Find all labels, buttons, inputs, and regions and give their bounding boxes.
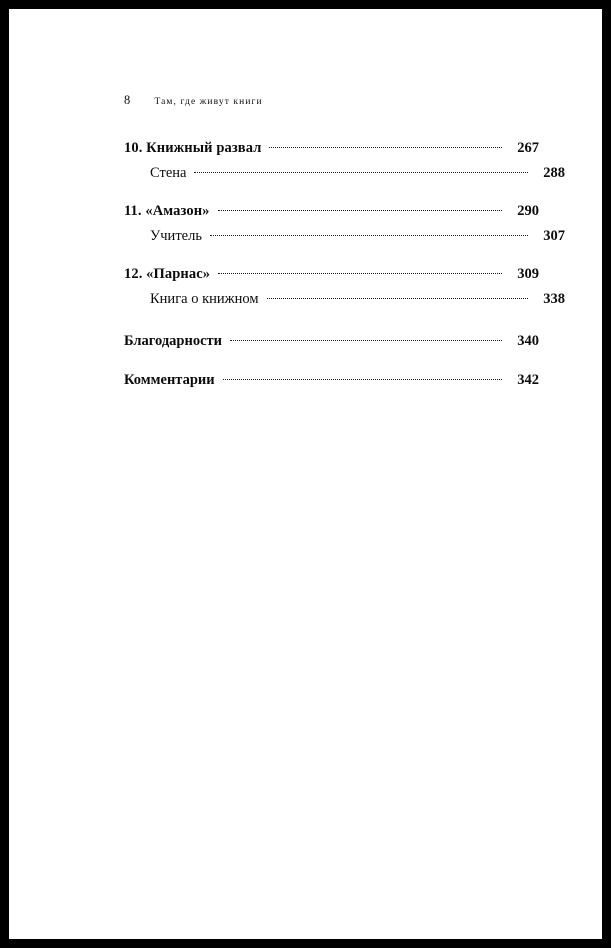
toc-entry-page: 309 — [517, 265, 539, 282]
toc-entry — [124, 330, 539, 350]
page-number: 8 — [124, 93, 131, 107]
toc-leader-dots — [210, 226, 528, 241]
toc-entry — [124, 200, 539, 220]
toc-entry-page: 342 — [517, 372, 539, 388]
toc-entry-label: 10. Книжный развал — [124, 139, 262, 156]
toc-entry — [124, 137, 539, 157]
toc-entry — [124, 163, 565, 183]
toc-entry-label: 11. «Амазон» — [124, 202, 210, 219]
toc-entry-label: Комментарии — [124, 372, 215, 388]
toc-leader-dots — [218, 200, 503, 215]
toc-entry-page: 267 — [517, 139, 539, 156]
page-header — [124, 93, 263, 108]
running-title: Там, где живут книги — [154, 97, 263, 107]
toc-entry-label: 12. «Парнас» — [124, 265, 211, 282]
toc-leader-dots — [269, 137, 502, 152]
toc-leader-dots — [230, 330, 502, 345]
table-of-contents — [124, 137, 565, 389]
book-page — [9, 9, 602, 939]
toc-entry — [124, 226, 565, 246]
toc-entry-page: 338 — [543, 291, 565, 307]
toc-entry-page: 290 — [517, 202, 539, 219]
toc-entry — [124, 263, 539, 283]
toc-entry-label: Благодарности — [124, 332, 223, 349]
toc-entry-label: Учитель — [150, 228, 202, 244]
toc-leader-dots — [223, 370, 502, 385]
toc-entry — [124, 289, 565, 309]
toc-entry-label: Книга о книжном — [150, 291, 259, 307]
toc-leader-dots — [194, 163, 528, 178]
toc-entry-label: Стена — [150, 165, 187, 181]
toc-entry-page: 340 — [517, 332, 539, 349]
toc-leader-dots — [218, 263, 502, 278]
toc-leader-dots — [267, 289, 528, 304]
toc-entry-page: 307 — [543, 228, 565, 244]
toc-entry — [124, 370, 539, 390]
toc-entry-page: 288 — [543, 165, 565, 181]
